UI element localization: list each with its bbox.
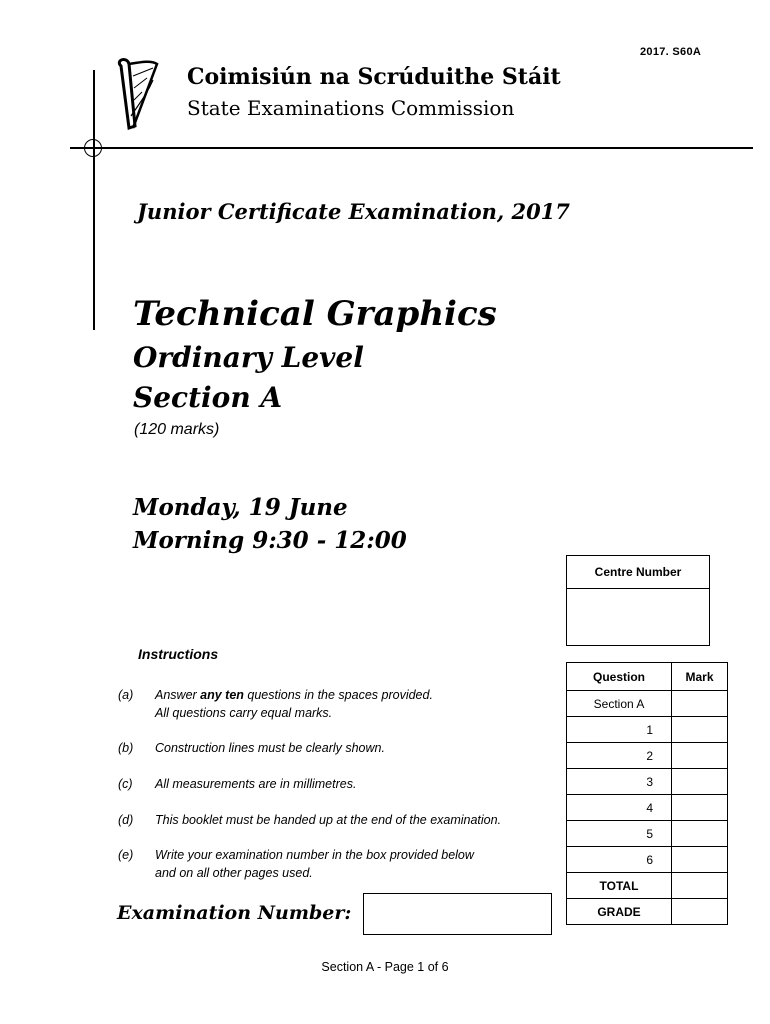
registration-mark-icon	[84, 139, 102, 157]
mark-cell[interactable]	[672, 743, 728, 769]
total-cell[interactable]	[672, 873, 728, 899]
section-title: Section A	[133, 381, 283, 414]
instruction-text: Answer any ten questions in the spaces provided. All questions carry equal marks.	[155, 688, 433, 720]
question-cell: 4	[567, 795, 672, 821]
crop-line-horizontal	[70, 147, 753, 149]
exam-time: Morning 9:30 - 12:00	[133, 527, 407, 554]
table-row	[567, 899, 728, 925]
page-footer: Section A - Page 1 of 6	[321, 960, 449, 974]
instruction-label: (d)	[118, 813, 134, 827]
level-title: Ordinary Level	[133, 341, 364, 374]
instruction-label: (b)	[118, 741, 134, 755]
column-header-mark: Mark	[672, 663, 728, 691]
column-header-question: Question	[567, 663, 672, 691]
org-name-irish: Coimisiún na Scrúduithe Stáit	[187, 64, 561, 90]
grade-cell[interactable]	[672, 899, 728, 925]
instruction-text: All measurements are in millimetres.	[155, 777, 357, 791]
exam-number-field[interactable]	[363, 893, 552, 935]
mark-cell[interactable]	[672, 769, 728, 795]
table-row	[567, 847, 728, 873]
section-marks: (120 marks)	[134, 421, 220, 438]
instruction-text: This booklet must be handed up at the end of the examination.	[155, 813, 502, 827]
centre-number-box	[566, 555, 710, 646]
exam-code: 2017. S60A	[640, 46, 702, 58]
org-name-english: State Examinations Commission	[187, 96, 515, 120]
exam-date: Monday, 19 June	[133, 494, 348, 521]
mark-cell[interactable]	[672, 717, 728, 743]
question-cell: 6	[567, 847, 672, 873]
instruction-label: (c)	[118, 777, 133, 791]
instruction-text: Construction lines must be clearly shown.	[155, 741, 385, 755]
crop-line-vertical	[93, 70, 95, 330]
question-cell: 1	[567, 717, 672, 743]
table-row	[567, 821, 728, 847]
table-row	[567, 717, 728, 743]
marks-table	[566, 662, 728, 925]
question-cell: 5	[567, 821, 672, 847]
table-row	[567, 795, 728, 821]
mark-cell[interactable]	[672, 795, 728, 821]
harp-icon	[113, 56, 163, 136]
exam-title: Junior Certificate Examination, 2017	[137, 199, 570, 224]
table-row	[567, 769, 728, 795]
instructions-title: Instructions	[138, 646, 219, 662]
question-cell: 3	[567, 769, 672, 795]
table-row	[567, 691, 728, 717]
table-row	[567, 743, 728, 769]
grade-label: GRADE	[567, 899, 672, 925]
mark-cell[interactable]	[672, 847, 728, 873]
instruction-label: (e)	[118, 848, 134, 862]
instruction-text: Write your examination number in the box provided below and on all other pages used.	[155, 848, 474, 880]
mark-cell[interactable]	[672, 691, 728, 717]
table-row	[567, 873, 728, 899]
mark-cell[interactable]	[672, 821, 728, 847]
total-label: TOTAL	[567, 873, 672, 899]
question-cell: Section A	[567, 691, 672, 717]
exam-number-label: Examination Number:	[117, 902, 352, 924]
centre-number-label: Centre Number	[567, 556, 709, 589]
instruction-label: (a)	[118, 688, 134, 702]
subject-title: Technical Graphics	[133, 294, 497, 334]
question-cell: 2	[567, 743, 672, 769]
centre-number-field[interactable]	[567, 589, 709, 646]
